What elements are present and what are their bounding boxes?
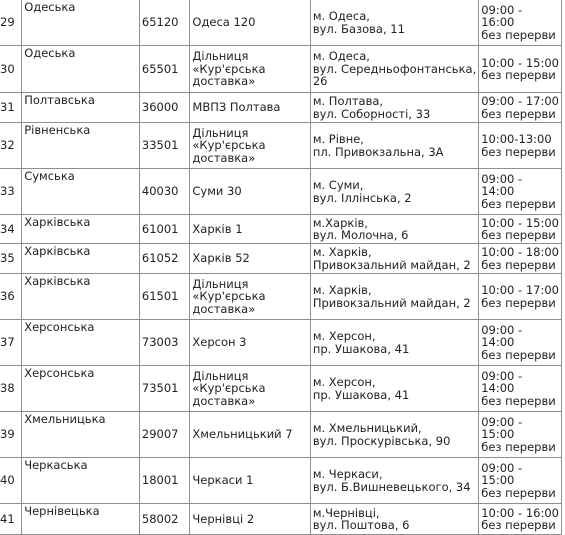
working-hours-cell <box>479 46 562 93</box>
region-cell: Сумська <box>22 169 140 215</box>
address-cell-line: м. Полтава, <box>312 94 384 108</box>
working-hours-cell-line: 15:00 <box>481 427 515 442</box>
region-cell: Черкаська <box>22 458 140 504</box>
address-cell <box>310 46 478 93</box>
working-hours-cell-line: без перерви <box>481 439 556 454</box>
table-row <box>0 215 562 244</box>
address-cell-line: м. Одеса, <box>312 49 370 64</box>
row-number-cell: 41 <box>0 504 22 535</box>
working-hours-cell-line: без перерви <box>481 485 556 500</box>
region-cell: Херсонська <box>22 320 140 366</box>
working-hours-cell-line: 10:00 - 15:00 <box>481 55 559 70</box>
row-number-cell: 33 <box>0 169 22 215</box>
office-name-cell-line: Дільниця <box>192 49 249 64</box>
address-cell-line: вул. Проскурівська, 90 <box>312 433 451 448</box>
address-cell-line: пр. Ушакова, 41 <box>312 341 410 356</box>
office-name-cell-line: доставка» <box>192 301 256 316</box>
working-hours-cell-line: 09:00 - <box>481 414 523 429</box>
working-hours-cell-line: 14:00 <box>481 184 515 199</box>
working-hours-cell-line: без перерви <box>481 393 556 408</box>
postal-index-cell: 40030 <box>139 169 189 215</box>
office-name-cell-line: «Кур'єрська <box>192 289 266 304</box>
working-hours-cell-line: 16:00 <box>481 15 515 30</box>
working-hours-cell <box>479 123 562 169</box>
working-hours-cell-line: 09:00 - <box>481 2 523 17</box>
working-hours-cell <box>479 366 562 412</box>
working-hours-cell-line: 10:00 - 15:00 <box>481 215 559 230</box>
address-cell <box>310 215 478 244</box>
address-cell <box>310 93 478 123</box>
table-row <box>0 412 562 458</box>
working-hours-cell <box>479 93 562 123</box>
row-number-cell: 35 <box>0 244 22 274</box>
address-cell <box>310 123 478 169</box>
office-name-cell <box>190 215 310 244</box>
address-cell-line: м. Одеса, <box>312 9 370 23</box>
address-cell-line: м. Черкаси, <box>312 467 383 481</box>
region-cell: Хмельницька <box>22 412 140 458</box>
region-cell: Одеська <box>22 0 140 46</box>
address-cell <box>310 320 478 366</box>
office-name-cell <box>190 0 310 46</box>
region-cell: Полтавська <box>22 93 140 123</box>
address-cell-line: вул. Середньофонтанська, <box>312 61 477 76</box>
address-cell <box>310 504 478 535</box>
working-hours-cell-line: 10:00 - 16:00 <box>481 505 559 520</box>
working-hours-cell-line: без перерви <box>481 518 556 532</box>
address-cell-line: м. Рівне, <box>312 132 364 146</box>
office-name-cell <box>190 244 310 274</box>
table-row <box>0 169 562 215</box>
office-name-cell-line: МВПЗ Полтава <box>192 100 281 115</box>
working-hours-cell <box>479 320 562 366</box>
address-cell-line: пр. Ушакова, 41 <box>312 387 410 402</box>
office-name-cell-line: Харків 1 <box>192 221 243 236</box>
office-name-cell-line: «Кур'єрська <box>192 61 266 76</box>
working-hours-cell-line: без перерви <box>481 144 556 159</box>
row-number-cell: 30 <box>0 46 22 93</box>
office-name-cell-line: доставка» <box>192 393 256 408</box>
working-hours-cell <box>479 274 562 320</box>
working-hours-cell-line: 09:00 - <box>481 460 523 475</box>
postal-index-cell: 61501 <box>139 274 189 320</box>
working-hours-cell-line: 10:00-13:00 <box>481 132 552 146</box>
table-row <box>0 244 562 274</box>
working-hours-cell-line: без перерви <box>481 27 556 42</box>
table-row <box>0 123 562 169</box>
office-name-cell <box>190 93 310 123</box>
office-name-cell-line: Чернівці 2 <box>192 511 255 526</box>
office-name-cell-line: Одеса 120 <box>192 15 256 30</box>
address-cell-line: вул. Базова, 11 <box>312 21 405 36</box>
office-name-cell-line: Херсон 3 <box>192 335 247 350</box>
working-hours-cell <box>479 412 562 458</box>
working-hours-cell <box>479 215 562 244</box>
table-row <box>0 458 562 504</box>
office-name-cell-line: Дільниця <box>192 276 249 291</box>
working-hours-cell <box>479 169 562 215</box>
region-cell: Херсонська <box>22 366 140 412</box>
office-name-cell-line: Дільниця <box>192 125 249 140</box>
address-cell <box>310 274 478 320</box>
address-cell-line: м. Суми, <box>312 178 364 192</box>
working-hours-cell-line: 09:00 - <box>481 171 523 186</box>
region-cell: Рівненська <box>22 123 140 169</box>
office-name-cell-line: Черкаси 1 <box>192 473 254 488</box>
office-name-cell-line: Хмельницький 7 <box>192 427 293 442</box>
office-name-cell-line: Харків 52 <box>192 251 250 266</box>
office-name-cell-line: Суми 30 <box>192 184 242 199</box>
table-row <box>0 504 562 535</box>
row-number-cell: 29 <box>0 0 22 46</box>
row-number-cell: 31 <box>0 93 22 123</box>
row-number-cell: 32 <box>0 123 22 169</box>
address-cell-line: вул. Б.Вишневецького, 34 <box>312 479 471 494</box>
region-cell: Харківська <box>22 274 140 320</box>
address-cell-line: м.Харків, <box>312 215 368 230</box>
address-cell-line: м. Хмельницький, <box>312 421 422 435</box>
working-hours-cell <box>479 0 562 46</box>
postal-index-cell: 18001 <box>139 458 189 504</box>
working-hours-cell-line: без перерви <box>481 228 556 242</box>
address-cell-line: м.Чернівці, <box>312 505 380 520</box>
address-cell-line: вул. Іллінська, 2 <box>312 190 412 205</box>
postal-index-cell: 65501 <box>139 46 189 93</box>
address-cell <box>310 244 478 274</box>
office-name-cell-line: доставка» <box>192 74 256 89</box>
office-name-cell-line: доставка» <box>192 150 256 165</box>
table-row <box>0 46 562 93</box>
row-number-cell: 39 <box>0 412 22 458</box>
address-cell <box>310 458 478 504</box>
working-hours-cell-line: 10:00 - 17:00 <box>481 283 559 297</box>
office-name-cell <box>190 169 310 215</box>
row-number-cell: 37 <box>0 320 22 366</box>
region-cell: Харківська <box>22 215 140 244</box>
working-hours-cell-line: без перерви <box>481 347 556 362</box>
postal-index-cell: 65120 <box>139 0 189 46</box>
working-hours-cell-line: без перерви <box>481 295 556 310</box>
working-hours-cell-line: 09:00 - <box>481 322 523 337</box>
region-cell: Чернівецька <box>22 504 140 535</box>
address-cell-line: пл. Привокзальна, 3А <box>312 144 444 159</box>
working-hours-cell-line: без перерви <box>481 257 556 272</box>
working-hours-cell-line: 10:00 - 18:00 <box>481 245 559 259</box>
address-cell-line: вул. Поштова, 6 <box>312 518 410 532</box>
address-cell-line: м. Херсон, <box>312 375 376 389</box>
working-hours-cell-line: 09:00 - 17:00 <box>481 94 559 108</box>
address-cell-line: Привокзальний майдан, 2 <box>312 257 471 272</box>
address-cell <box>310 412 478 458</box>
address-cell-line: Привокзальний майдан, 2 <box>312 295 471 310</box>
postal-index-cell: 73501 <box>139 366 189 412</box>
office-name-cell <box>190 366 310 412</box>
office-name-cell <box>190 504 310 535</box>
address-cell <box>310 0 478 46</box>
address-cell-line: вул. Молочна, 6 <box>312 228 409 242</box>
working-hours-cell <box>479 244 562 274</box>
working-hours-cell <box>479 458 562 504</box>
office-name-cell-line: «Кур'єрська <box>192 381 266 396</box>
office-name-cell <box>190 458 310 504</box>
row-number-cell: 38 <box>0 366 22 412</box>
address-cell <box>310 169 478 215</box>
address-cell-line: м. Харків, <box>312 245 372 259</box>
postal-index-cell: 61001 <box>139 215 189 244</box>
row-number-cell: 36 <box>0 274 22 320</box>
region-cell: Одеська <box>22 46 140 93</box>
address-cell-line: 26 <box>312 74 328 89</box>
address-cell-line: вул. Соборності, 33 <box>312 106 431 121</box>
working-hours-cell-line: без перерви <box>481 196 556 211</box>
postal-index-cell: 61052 <box>139 244 189 274</box>
working-hours-cell-line: 15:00 <box>481 473 515 488</box>
working-hours-cell-line: без перерви <box>481 68 556 82</box>
office-name-cell <box>190 412 310 458</box>
address-cell-line: м. Херсон, <box>312 329 376 343</box>
table-row <box>0 0 562 46</box>
working-hours-cell-line: 14:00 <box>481 381 515 396</box>
table-row <box>0 274 562 320</box>
postal-index-cell: 73003 <box>139 320 189 366</box>
office-name-cell-line: «Кур'єрська <box>192 138 266 153</box>
office-name-cell <box>190 46 310 93</box>
working-hours-cell-line: без перерви <box>481 106 556 121</box>
office-name-cell <box>190 320 310 366</box>
postal-index-cell: 58002 <box>139 504 189 535</box>
table-row <box>0 366 562 412</box>
postal-index-cell: 33501 <box>139 123 189 169</box>
address-cell-line: м. Харків, <box>312 283 372 297</box>
working-hours-cell-line: 14:00 <box>481 335 515 350</box>
office-name-cell <box>190 274 310 320</box>
working-hours-cell <box>479 504 562 535</box>
row-number-cell: 40 <box>0 458 22 504</box>
postal-index-cell: 36000 <box>139 93 189 123</box>
table-row <box>0 320 562 366</box>
office-name-cell <box>190 123 310 169</box>
address-cell <box>310 366 478 412</box>
table-row <box>0 93 562 123</box>
region-cell: Харківська <box>22 244 140 274</box>
office-name-cell-line: Дільниця <box>192 368 249 383</box>
row-number-cell: 34 <box>0 215 22 244</box>
working-hours-cell-line: 09:00 - <box>481 368 523 383</box>
postal-index-cell: 29007 <box>139 412 189 458</box>
